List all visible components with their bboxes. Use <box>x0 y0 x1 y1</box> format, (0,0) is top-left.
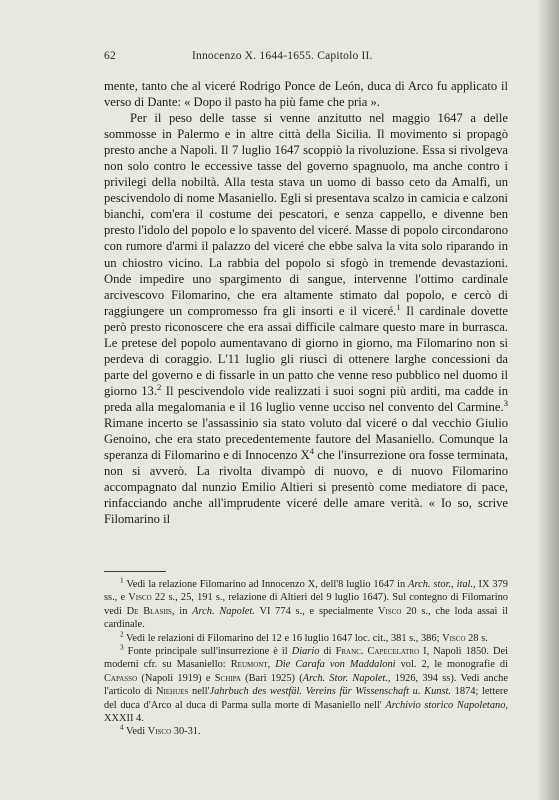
footnote-number: 3 <box>120 643 124 652</box>
text-run: (Napoli 1919) e <box>137 672 215 684</box>
italic-run: Arch. stor., ital., <box>408 579 476 590</box>
text-run: Per il peso delle tasse si venne anzitutto nel maggio 1647 a delle sommosse in Palermo e in altre città della Sicilia. Il movimento si propagò presto anche a Napoli. Il 7 luglio 1647 scoppiò la rivoluzione. Essa si rivolgeva non solo contro le eccessive tasse del governo spagnuolo, ma anche contro i privilegi della nobiltà. Alla testa stava un uomo di basso ceto da Amalfi, un pescivendolo di nome Masaniello. Egli si presentava scalzo in camicia e calzoni bianchi, com'era il costume dei pescatori, e senza cappello, e divenne ben presto l'idolo del popolo e lo spavento del viceré. Masse di popolo circondarono con rumore d'armi il palazzo del viceré che ebbe salva la vita solo riparando in un chiostro vicino. La rabbia del popolo si sfogò in tremende devastazioni. Onde impedire uno spargimento di sangue, intervenne l'ottimo cardinale arcivescovo Filomarino, che era altamente stimato dal popolo, e cercò di raggiungere un compromesso fra gli insorti e il viceré. <box>104 111 508 318</box>
footnote-number: 4 <box>120 724 124 732</box>
running-header <box>104 50 516 66</box>
text-run: , 1926, 394 ss). Vedi anche l'articolo di <box>104 672 508 698</box>
italic-run: Die Carafa von Maddaloni <box>275 659 396 671</box>
text-run: I, Napoli 1850. Dei moderni cfr. su Masaniello: <box>104 646 509 671</box>
footnote-ref-3: 3 <box>503 397 508 408</box>
running-title: Innocenzo X. 1644-1655. Capitolo II. <box>192 50 373 62</box>
text-run: VI 774 s., e specialmente <box>254 605 378 617</box>
author-name: Franc. Capecelatro <box>335 646 420 658</box>
text-run: Vedi le relazioni di Filomarino del 12 e 16 luglio 1647 loc. cit., 381 s., 386; <box>123 632 443 644</box>
text-run: (Bari 1925) ( <box>240 672 303 684</box>
text-run: 22 s., 25, 191 s., relazione di Altieri del 9 luglio 1647). Sul contegno di Filomarino vedi <box>104 592 508 617</box>
text-run: 28 s. <box>465 632 488 644</box>
italic-run: Diario <box>291 646 320 658</box>
text-run: Vedi la relazione Filomarino ad Innocenzo X, dell'8 luglio 1647 in <box>123 579 409 590</box>
author-name: Capasso <box>104 672 138 684</box>
author-name: Visco <box>442 632 466 644</box>
text-run: 1874; lettere del duca d'Arco al duca di Parma sulla morte di Masaniello nell' <box>104 686 508 711</box>
italic-run: Archivio storico Napoletano, <box>385 699 508 711</box>
text-run: Il pescivendolo vide realizzati i suoi sogni più arditi, ma cadde in preda alla megalomania e il 16 luglio venne ucciso nel convento del Carmine. <box>104 383 508 414</box>
page-edge-shadow <box>537 0 559 800</box>
italic-run: Arch. Stor. Napolet. <box>302 672 388 684</box>
text-run: vol. 2, le monografie di <box>395 659 508 671</box>
author-name: De Blasiis <box>126 605 172 617</box>
footnote-4 <box>104 725 508 738</box>
footnotes <box>104 578 508 739</box>
italic-run: Jahrbuch des westfäl. Vereins für Wissenschaft u. Kunst. <box>209 686 451 698</box>
text-run: Il cardinale dovette però presto riconoscere che era assai difficile calmare questo mare in burrasca. Le pretese del popolo aumentavano di giorno in giorno, ma Filomarino non si perdeva di coraggio. L'11 luglio gli riuscì di ottenere larghe concessioni da parte del governo e di fissarle in un patto che venne reso pubblico nel duomo il giorno 13. <box>104 303 508 398</box>
footnote-3 <box>104 645 508 725</box>
footnote-2 <box>104 632 508 645</box>
footnote-ref-2: 2 <box>157 381 162 392</box>
text-run: 30-31. <box>171 726 201 738</box>
text-run: di <box>319 646 336 658</box>
text-run: 20 s., che loda assai il cardinale. <box>104 605 508 631</box>
footnote-1 <box>104 578 508 632</box>
author-name: Visco <box>147 726 172 738</box>
main-text <box>104 78 508 527</box>
paragraph-continuation: mente, tanto che al viceré Rodrigo Ponce de León, duca di Arco fu applicato il verso di Dante: « Dopo il pasto ha più fame che pria ». <box>104 79 508 110</box>
italic-run: Arch. Napolet. <box>192 605 255 617</box>
page-number: 62 <box>104 50 116 62</box>
text-run: Fonte principale sull'insurrezione è il <box>123 646 292 658</box>
text-run: , <box>267 659 276 671</box>
footnote-divider <box>104 571 166 572</box>
paragraph-revolution <box>104 110 508 527</box>
author-name: Visco <box>377 605 402 617</box>
text-run: Rimane incerto se l'assassinio sia stato voluto dal viceré o dal vecchio Giulio Genoino, che era stato precedentemente fautore del Masaniello. Comunque la speranza di Filomarino e di Innocenzo X <box>104 415 508 463</box>
author-name: Schipa <box>214 672 241 684</box>
text-run: Vedi <box>123 726 148 738</box>
text-run: XXXII 4. <box>104 713 144 725</box>
footnote-number: 2 <box>120 630 124 639</box>
text-run: , in <box>171 605 193 617</box>
footnote-number: 1 <box>120 576 124 585</box>
text-run: nell' <box>188 686 210 698</box>
text-run: IX 379 ss., e <box>104 579 508 604</box>
author-name: Niehues <box>155 686 189 698</box>
author-name: Reumont <box>230 659 268 671</box>
footnote-ref-4: 4 <box>309 445 315 456</box>
footnote-ref-1: 1 <box>396 301 401 312</box>
author-name: Visco <box>128 592 152 604</box>
text-run: che l'insurrezione ora fosse terminata, non si avverò. La rivolta divampò di nuovo, e di nuovo Filomarino accompagnato dal nunzio Emilio Altieri si presentò come mediatore di pace, rinfacciando anche all'imprudente viceré delle amare verità. « Io so, scrive Filomarino il <box>104 448 508 527</box>
